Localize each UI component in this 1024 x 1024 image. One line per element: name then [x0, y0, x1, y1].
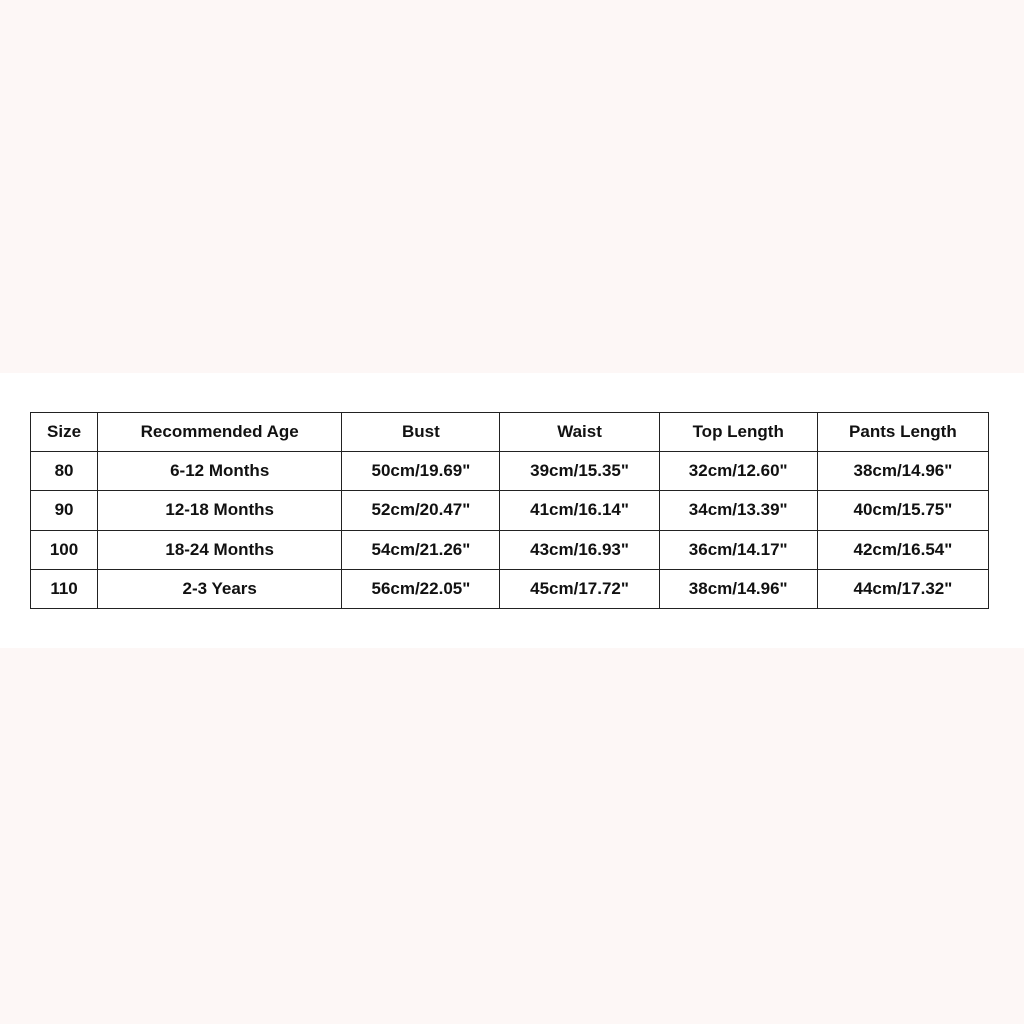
cell-recommended-age: 2-3 Years: [98, 569, 342, 608]
cell-pants-length: 38cm/14.96": [817, 452, 988, 491]
cell-top-length: 32cm/12.60": [659, 452, 817, 491]
cell-bust: 56cm/22.05": [342, 569, 500, 608]
header-pants-length: Pants Length: [817, 413, 988, 452]
cell-size: 90: [31, 491, 98, 530]
cell-top-length: 36cm/14.17": [659, 530, 817, 569]
cell-waist: 43cm/16.93": [500, 530, 659, 569]
table-row: [31, 530, 989, 569]
table-row: [31, 452, 989, 491]
cell-recommended-age: 12-18 Months: [98, 491, 342, 530]
cell-top-length: 34cm/13.39": [659, 491, 817, 530]
cell-waist: 45cm/17.72": [500, 569, 659, 608]
cell-size: 100: [31, 530, 98, 569]
header-recommended-age: Recommended Age: [98, 413, 342, 452]
cell-pants-length: 44cm/17.32": [817, 569, 988, 608]
cell-size: 80: [31, 452, 98, 491]
cell-pants-length: 40cm/15.75": [817, 491, 988, 530]
cell-waist: 39cm/15.35": [500, 452, 659, 491]
header-bust: Bust: [342, 413, 500, 452]
cell-size: 110: [31, 569, 98, 608]
header-waist: Waist: [500, 413, 659, 452]
cell-top-length: 38cm/14.96": [659, 569, 817, 608]
cell-bust: 52cm/20.47": [342, 491, 500, 530]
cell-pants-length: 42cm/16.54": [817, 530, 988, 569]
cell-recommended-age: 18-24 Months: [98, 530, 342, 569]
cell-recommended-age: 6-12 Months: [98, 452, 342, 491]
size-chart-table: [30, 412, 989, 609]
table-header-row: [31, 413, 989, 452]
table-row: [31, 491, 989, 530]
cell-bust: 54cm/21.26": [342, 530, 500, 569]
header-top-length: Top Length: [659, 413, 817, 452]
header-size: Size: [31, 413, 98, 452]
cell-waist: 41cm/16.14": [500, 491, 659, 530]
table-row: [31, 569, 989, 608]
cell-bust: 50cm/19.69": [342, 452, 500, 491]
